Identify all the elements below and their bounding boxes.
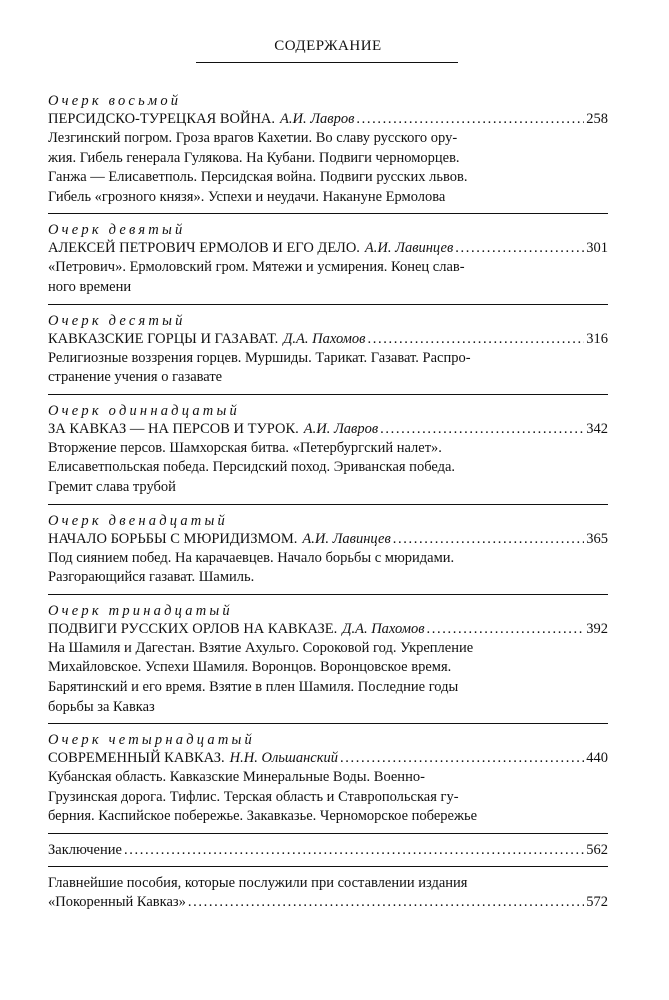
section-label: Очерк девятый	[48, 222, 186, 239]
section-label: Очерк тринадцатый	[48, 602, 233, 619]
section-label: Очерк одиннадцатый	[48, 402, 240, 419]
toc-entry[interactable]	[48, 530, 608, 549]
section-label: Очерк двенадцатый	[48, 512, 228, 529]
entry-page: 440	[586, 750, 608, 767]
entry-description	[48, 349, 608, 388]
description-line: «Петрович». Ермоловский гром. Мятежи и усмирения. Конец слав-	[48, 259, 465, 276]
leader-dots	[188, 893, 584, 912]
table-of-contents	[48, 92, 608, 912]
description-line: Барятинский и его время. Взятие в плен Шамиля. Последние годы	[48, 678, 459, 695]
section-divider	[48, 866, 608, 867]
entry-title: АЛЕКСЕЙ ПЕТРОВИЧ ЕРМОЛОВ И ЕГО ДЕЛО.	[48, 240, 360, 257]
section-divider	[48, 594, 608, 595]
description-line: Религиозные воззрения горцев. Муршиды. Тарикат. Газават. Распро-	[48, 349, 471, 366]
entry-description	[48, 768, 608, 827]
sources-title: «Покоренный Кавказ»	[48, 894, 186, 911]
description-line: Гибель «грозного князя». Успехи и неудачи. Накануне Ермолова	[48, 188, 446, 205]
entry-description	[48, 549, 608, 588]
description-line: Михайловское. Успехи Шамиля. Воронцов. Воронцовское время.	[48, 659, 452, 676]
entry-page: 342	[586, 420, 608, 437]
description-line: Елисаветпольская победа. Персидский поход. Эриванская победа.	[48, 459, 456, 476]
toc-sections	[48, 92, 608, 834]
toc-section	[48, 731, 608, 834]
entry-title: СОВРЕМЕННЫЙ КАВКАЗ.	[48, 750, 225, 767]
description-line: Вторжение персов. Шамхорская битва. «Петербургский налет».	[48, 439, 442, 456]
toc-section	[48, 221, 608, 304]
toc-entry[interactable]	[48, 330, 608, 349]
description-line: Лезгинский погром. Гроза врагов Кахетии. Во славу русского ору-	[48, 130, 458, 146]
description-line: Грузинская дорога. Тифлис. Терская область и Ставропольская гу-	[48, 788, 459, 805]
entry-author: А.И. Лавров	[303, 420, 379, 437]
entry-description	[48, 129, 608, 207]
leader-dots	[427, 620, 585, 639]
description-line: Ганжа — Елисаветполь. Персидская война. Подвиги русских львов.	[48, 169, 468, 186]
page-title: СОДЕРЖАНИЕ	[274, 38, 382, 54]
toc-entry-sources[interactable]	[48, 893, 608, 912]
entry-description	[48, 639, 608, 717]
section-divider	[48, 394, 608, 395]
entry-title: ЗА КАВКАЗ — НА ПЕРСОВ И ТУРОК.	[48, 420, 299, 437]
description-line: Под сиянием побед. На карачаевцев. Начало борьбы с мюридами.	[48, 549, 455, 566]
title-underline	[196, 62, 458, 63]
entry-author: Д.А. Пахомов	[342, 620, 425, 637]
description-line: Кубанская область. Кавказские Минеральные Воды. Военно-	[48, 769, 425, 786]
toc-section	[48, 92, 608, 214]
section-divider	[48, 833, 608, 834]
entry-author: А.И. Лавров	[280, 111, 355, 127]
description-line: Разгорающийся газават. Шамиль.	[48, 569, 255, 586]
entry-page: 316	[586, 330, 608, 347]
entry-description	[48, 439, 608, 498]
sources-page: 572	[586, 894, 608, 911]
section-divider	[48, 213, 608, 214]
entry-title: НАЧАЛО БОРЬБЫ С МЮРИДИЗМОМ.	[48, 530, 298, 547]
conclusion-title: Заключение	[48, 841, 122, 858]
entry-title: ПЕРСИДСКО-ТУРЕЦКАЯ ВОЙНА.	[48, 111, 276, 127]
toc-section	[48, 312, 608, 395]
leader-dots	[380, 420, 584, 439]
description-line: Гремит слава трубой	[48, 478, 176, 495]
toc-section	[48, 402, 608, 505]
toc-entry[interactable]	[48, 239, 608, 258]
toc-entry[interactable]	[48, 620, 608, 639]
toc-entry[interactable]	[48, 749, 608, 768]
entry-page: 301	[586, 240, 608, 257]
description-line: На Шамиля и Дагестан. Взятие Ахульго. Сороковой год. Укрепление	[48, 639, 474, 656]
description-line: берния. Каспийское побережье. Закавказье. Черноморское побережье	[48, 808, 478, 825]
sources-line-1: Главнейшие пособия, которые послужили при составлении издания	[48, 874, 468, 891]
description-line: жия. Гибель генерала Гулякова. На Кубани. Подвиги черноморцев.	[48, 149, 460, 166]
entry-author: Д.А. Пахомов	[283, 330, 366, 347]
entry-author: А.И. Лавинцев	[302, 530, 391, 547]
leader-dots	[393, 530, 585, 549]
entry-title: КАВКАЗСКИЕ ГОРЦЫ И ГАЗАВАТ.	[48, 330, 279, 347]
leader-dots	[356, 110, 584, 129]
leader-dots	[340, 749, 584, 768]
entry-page: 258	[586, 111, 608, 127]
section-divider	[48, 304, 608, 305]
entry-author: Н.Н. Ольшанский	[229, 750, 338, 767]
toc-entry[interactable]	[48, 420, 608, 439]
entry-page: 392	[586, 620, 608, 637]
conclusion-page: 562	[586, 841, 608, 858]
section-divider	[48, 504, 608, 505]
entry-title: ПОДВИГИ РУССКИХ ОРЛОВ НА КАВКАЗЕ.	[48, 620, 338, 637]
entry-description	[48, 258, 608, 297]
leader-dots	[455, 239, 584, 258]
section-label: Очерк десятый	[48, 312, 186, 329]
leader-dots	[124, 841, 584, 860]
toc-section	[48, 602, 608, 724]
entry-page: 365	[586, 530, 608, 547]
description-line: ного времени	[48, 278, 132, 295]
section-label: Очерк восьмой	[48, 93, 182, 109]
description-line: странение учения о газавате	[48, 369, 223, 386]
entry-author: А.И. Лавинцев	[364, 240, 454, 257]
description-line: борьбы за Кавказ	[48, 698, 155, 715]
toc-entry[interactable]	[48, 110, 608, 129]
section-divider	[48, 723, 608, 724]
leader-dots	[367, 330, 584, 349]
toc-section	[48, 512, 608, 595]
toc-entry-conclusion[interactable]	[48, 841, 608, 860]
section-label: Очерк четырнадцатый	[48, 732, 255, 749]
